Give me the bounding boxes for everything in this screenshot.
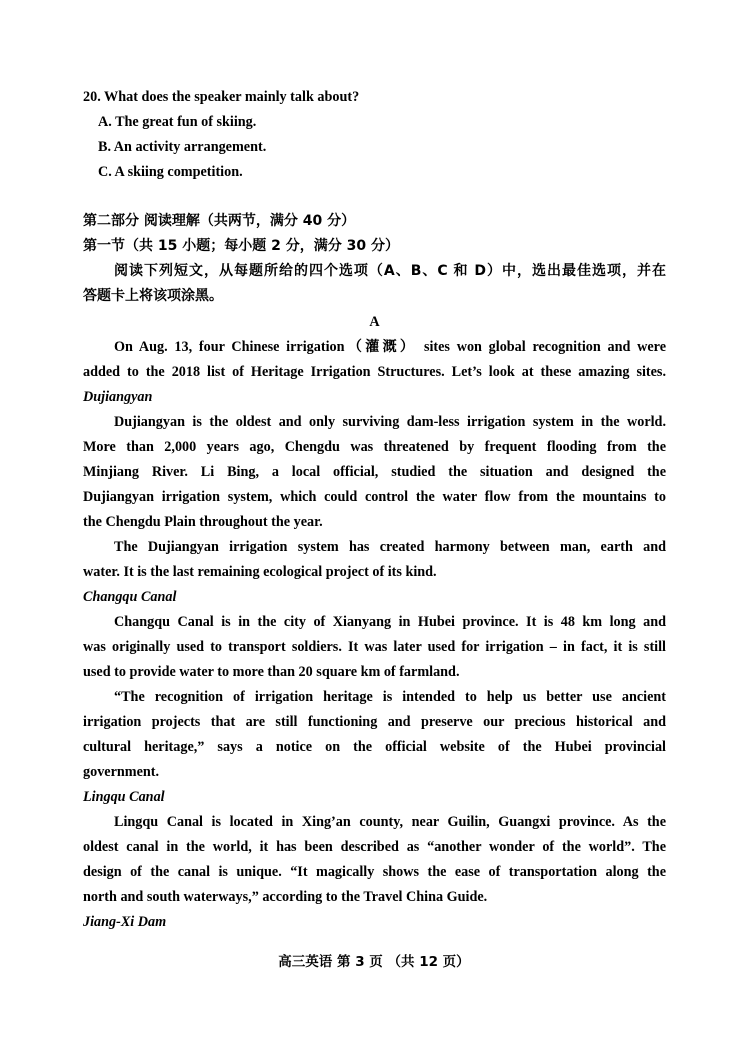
lingqu-p1-line-2: oldest canal in the world, it has been described as “another wonder of the world”. The	[83, 839, 666, 855]
question-20-stem: 20. What does the speaker mainly talk about?	[83, 89, 360, 105]
dujiangyan-p1-line-2: More than 2,000 years ago, Chengdu was threatened by frequent flooding from the	[83, 439, 666, 455]
section-subtitle: 第一节（共 15 小题；每小题 2 分，满分 30 分）	[83, 238, 399, 254]
dujiangyan-p1-line-1: Dujiangyan is the oldest and only surviving dam-less irrigation system in the world.	[114, 414, 666, 430]
changqu-p1-line-2: was originally used to transport soldiers. It was later used for irrigation – in fact, it is still	[83, 639, 666, 655]
lingqu-p1-line-1: Lingqu Canal is located in Xing’an county, near Guilin, Guangxi province. As the	[114, 814, 666, 830]
heading-changqu-canal: Changqu Canal	[83, 589, 177, 605]
question-20-option-c: C. A skiing competition.	[98, 164, 243, 180]
changqu-p1-line-3: used to provide water to more than 20 square km of farmland.	[83, 664, 460, 680]
dujiangyan-p1-line-3: Minjiang River. Li Bing, a local official, studied the situation and designed the	[83, 464, 666, 480]
changqu-p2-line-1: “The recognition of irrigation heritage is intended to help us better use ancient	[114, 689, 666, 705]
instructions-line-2: 答题卡上将该项涂黑。	[83, 288, 223, 304]
changqu-p2-line-3: cultural heritage,” says a notice on the official website of the Hubei provincial	[83, 739, 666, 755]
dujiangyan-p1-line-5: the Chengdu Plain throughout the year.	[83, 514, 323, 530]
dujiangyan-p2-line-2: water. It is the last remaining ecological project of its kind.	[83, 564, 437, 580]
heading-jiang-xi-dam: Jiang-Xi Dam	[83, 914, 167, 930]
heading-lingqu-canal: Lingqu Canal	[83, 789, 165, 805]
changqu-p2-line-4: government.	[83, 764, 160, 780]
question-20-option-b: B. An activity arrangement.	[98, 139, 267, 155]
heading-dujiangyan: Dujiangyan	[83, 389, 153, 405]
part-title: 第二部分 阅读理解（共两节，满分 40 分）	[83, 213, 356, 229]
passage-letter: A	[369, 314, 380, 330]
changqu-p1-line-1: Changqu Canal is in the city of Xianyang in Hubei province. It is 48 km long and	[114, 614, 666, 630]
dujiangyan-p1-line-4: Dujiangyan irrigation system, which could control the water flow from the mountains to	[83, 489, 666, 505]
dujiangyan-p2-line-1: The Dujiangyan irrigation system has created harmony between man, earth and	[114, 539, 666, 555]
lingqu-p1-line-3: design of the canal is unique. “It magically shows the ease of transportation along the	[83, 864, 666, 880]
intro-line-1: On Aug. 13, four Chinese irrigation（灌溉） sites won global recognition and were	[114, 339, 666, 355]
question-20-option-a: A. The great fun of skiing.	[98, 114, 257, 130]
changqu-p2-line-2: irrigation projects that are still functioning and preserve our precious historical and	[83, 714, 666, 730]
lingqu-p1-line-4: north and south waterways,” according to the Travel China Guide.	[83, 889, 488, 905]
intro-line-2: added to the 2018 list of Heritage Irrigation Structures. Let’s look at these amazing sites.	[83, 364, 666, 380]
instructions-line-1: 阅读下列短文，从每题所给的四个选项（A、B、C 和 D）中，选出最佳选项，并在	[114, 263, 666, 279]
page-footer: 高三英语 第 3 页 （共 12 页）	[278, 954, 470, 970]
